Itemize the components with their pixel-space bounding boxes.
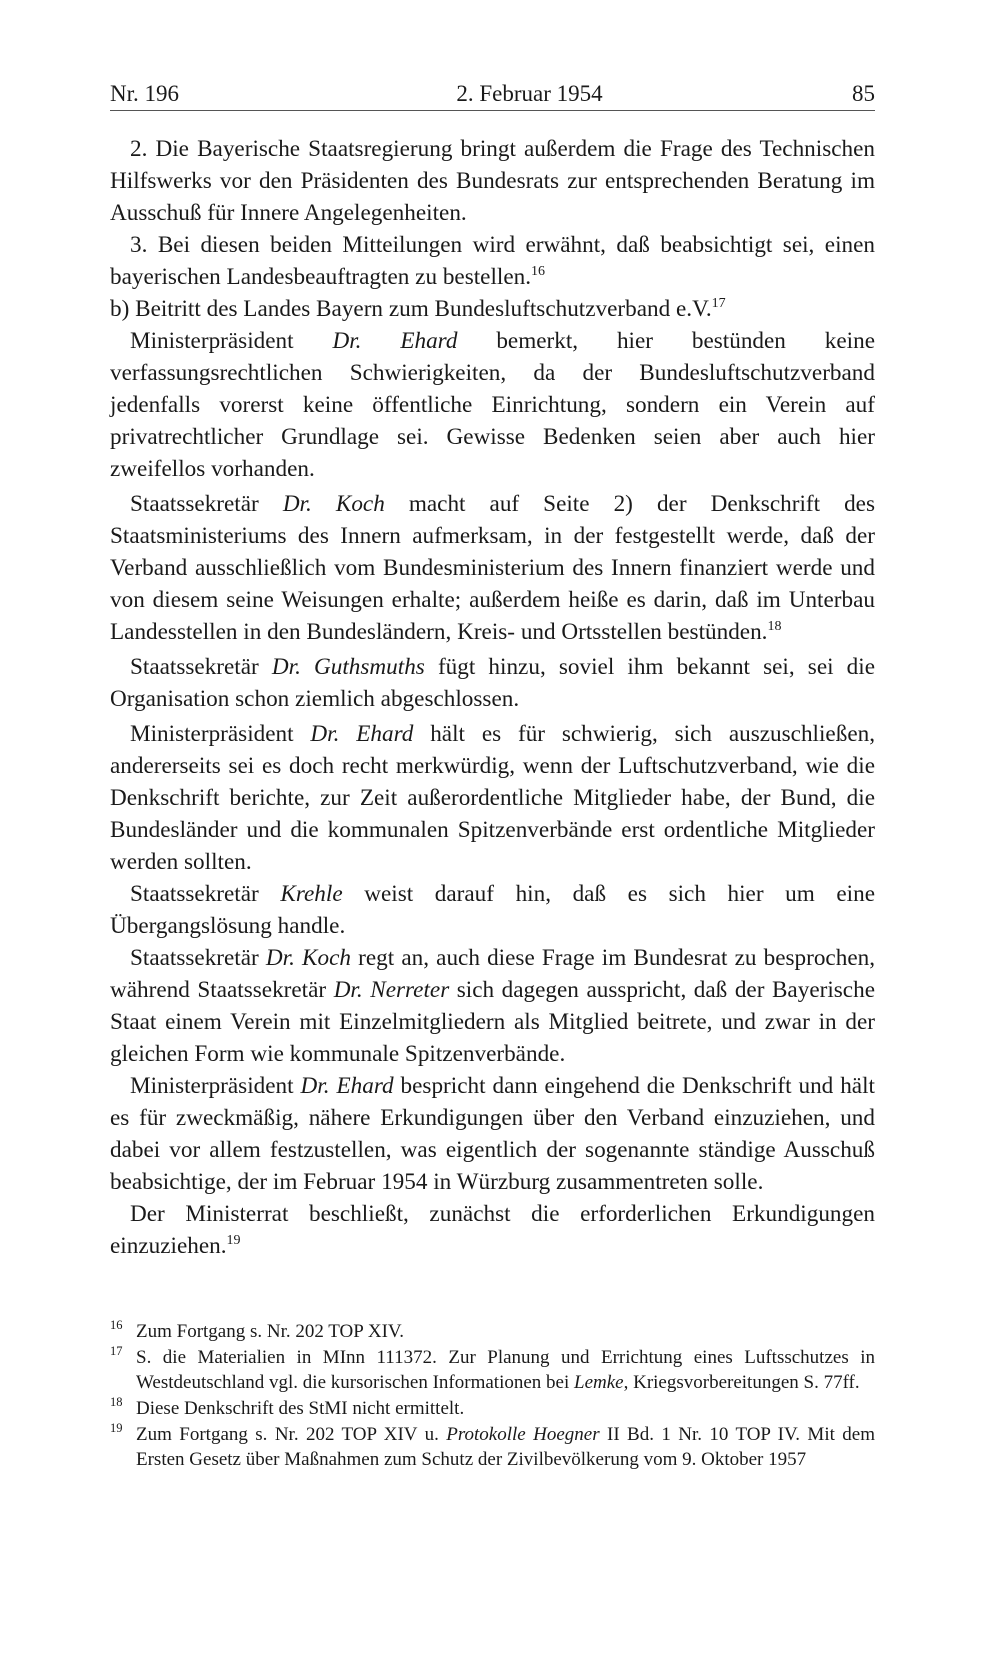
paragraph-8-text: weist darauf hin, daß es sich hier um eine Übergangslösung handle. [110,881,876,939]
paragraph-5 [110,488,875,648]
footnote-17 [110,1345,875,1395]
paragraph-7 [110,718,875,878]
paragraph-11-text: Der Ministerrat beschließt, zunächst die erforderlichen Erkundigungen einzuziehen. [110,1201,875,1259]
footnotes [110,1318,875,1472]
paragraph-9-lead: Staatssekretär [130,945,266,971]
footnote-ref-17[interactable]: 17 [711,296,726,311]
paragraph-5-text: macht auf Seite 2) der Denkschrift des Staatsministeriums des Innern aufmerksam, in der festgestellt werde, daß der Verband ausschließlich vom Bundesministerium des Innern finanziert werde und von diesem seine Weisungen erhalte; außerdem heiße es darin, daß im Unterbau Landesstellen in den Bundesländern, Kreis- und Ortsstellen bestünden. [110,491,875,645]
page [110,80,875,1262]
paragraph-6 [110,651,875,715]
speaker-name: Dr. Nerreter [333,977,450,1003]
speaker-name: Dr. Guthsmuths [271,654,425,680]
paragraph-9 [110,942,875,1070]
document-number: Nr. 196 [110,81,179,106]
document-date: 2. Februar 1954 [456,81,603,106]
speaker-name: Dr. Ehard [310,721,414,747]
paragraph-2 [110,229,875,293]
footnote-17-text-end: , Kriegsvorbereitungen S. 77ff. [623,1372,860,1393]
footnote-17-text: S. die Materialien in MInn 111372. Zur Planung und Errichtung eines Luftsschutzes in Westdeutschland vgl. die kursorischen Informationen bei [136,1347,875,1393]
footnote-ref-19[interactable]: 19 [226,1233,241,1248]
paragraph-6-lead: Staatssekretär [130,654,272,680]
footnote-text [136,1422,875,1472]
paragraph-6-text: fügt hinzu, soviel ihm bekannt sei, sei die Organisation schon ziemlich abgeschlossen. [110,654,876,712]
paragraph-1 [110,133,875,229]
footnote-number: 19 [110,1421,123,1435]
cited-work: Protokolle Hoegner [446,1424,600,1445]
speaker-name: Dr. Koch [282,491,385,517]
paragraph-7-text: hält es für schwierig, sich auszuschließen, andererseits sei es doch recht merkwürdig, wenn der Luftschutzverband, wie die Denkschrift berichte, zur Zeit außerordentliche Mitglieder habe, der Bund, die Bundesländer und die kommunalen Spitzenverbände erst ordentliche Mitglieder werden sollten. [110,721,875,875]
footnote-text [136,1345,875,1395]
paragraph-10-text: bespricht dann eingehend die Denkschrift und hält es für zweckmäßig, nähere Erkundigungen über den Verband einzuziehen, und dabei vor allem festzustellen, was eigentlich der sogenannte ständige Ausschuß beabsichtige, der im Februar 1954 in Würzburg zusammentreten solle. [110,1073,875,1195]
running-header [110,80,875,111]
paragraph-4-lead: Ministerpräsident [130,328,333,354]
page-number: 85 [852,81,875,106]
footnote-number: 16 [110,1318,123,1332]
paragraph-8 [110,878,875,942]
cited-author: Lemke [574,1372,624,1393]
paragraph-1-text: 2. Die Bayerische Staatsregierung bringt außerdem die Frage des Technischen Hilfswerks vor den Präsidenten des Bundesrats zur entsprechenden Beratung im Ausschuß für Innere Angelegenheiten. [110,136,875,226]
footnote-number: 17 [110,1344,123,1358]
footnote-19 [110,1422,875,1472]
paragraph-9-text: regt an, auch diese Frage im Bundesrat zu besprochen, während Staatssekretär [110,945,876,1003]
paragraph-9-text-end: sich dagegen ausspricht, daß der Bayerische Staat einem Verein mit Einzelmitgliedern als Mitglied beitrete, und zwar in der gleichen Form wie kommunale Spitzenverbände. [110,977,875,1067]
speaker-name: Krehle [280,881,343,907]
body-text [110,133,875,1262]
paragraph-2-text: 3. Bei diesen beiden Mitteilungen wird erwähnt, daß beabsichtigt sei, einen bayerischen Landesbeauftragten zu bestellen. [110,232,875,290]
paragraph-5-lead: Staatssekretär [130,491,283,517]
paragraph-4 [110,325,875,485]
speaker-name: Dr. Ehard [300,1073,394,1099]
section-heading-b-text: b) Beitritt des Landes Bayern zum Bundesluftschutzverband e.V. [110,296,712,322]
speaker-name: Dr. Ehard [332,328,458,354]
paragraph-4-text: bemerkt, hier bestünden keine verfassungsrechtlichen Schwierigkeiten, da der Bundesluftschutzverband jedenfalls vorerst keine öffentliche Einrichtung, sondern ein Verein auf privatrechtlicher Grundlage sei. Gewisse Bedenken seien aber auch hier zweifellos vorhanden. [110,328,875,482]
footnote-ref-16[interactable]: 16 [531,264,546,279]
footnote-text: Zum Fortgang s. Nr. 202 TOP XIV. [136,1321,404,1342]
footnote-19-text-end: II Bd. 1 Nr. 10 TOP IV. Mit dem Ersten Gesetz über Maßnahmen zum Schutz der Zivilbevölkerung vom 9. Oktober 1957 [136,1424,875,1470]
paragraph-7-lead: Ministerpräsident [130,721,311,747]
section-heading-b [110,293,875,325]
paragraph-8-lead: Staatssekretär [130,881,281,907]
footnote-18 [110,1396,875,1421]
footnote-19-text: Zum Fortgang s. Nr. 202 TOP XIV u. [136,1424,447,1445]
footnote-ref-18[interactable]: 18 [767,619,782,634]
paragraph-10-lead: Ministerpräsident [130,1073,301,1099]
paragraph-11 [110,1198,875,1262]
footnote-16 [110,1319,875,1344]
paragraph-10 [110,1070,875,1198]
footnote-number: 18 [110,1395,123,1409]
speaker-name: Dr. Koch [265,945,352,971]
footnote-text: Diese Denkschrift des StMI nicht ermittelt. [136,1398,465,1419]
